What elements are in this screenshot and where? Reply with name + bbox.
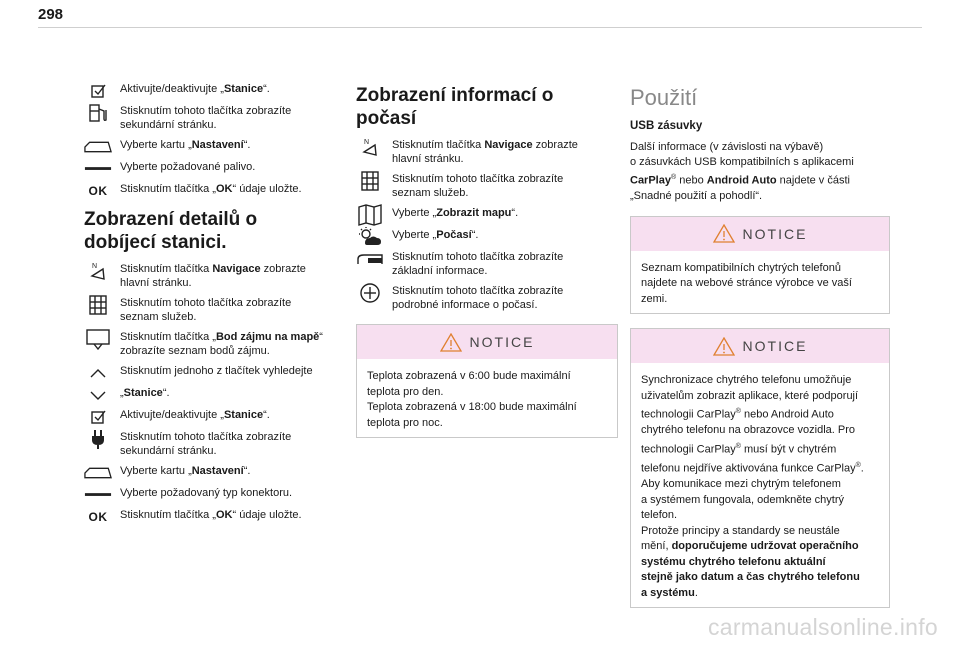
instruction-text: Stisknutím tlačítka „OK“ údaje uložte. <box>120 183 302 195</box>
navigation-arrow-icon <box>356 138 384 156</box>
instruction-text <box>392 138 618 166</box>
instruction-row <box>84 408 324 424</box>
map-icon <box>356 206 384 224</box>
instruction-text: Vyberte požadovaný typ konektoru. <box>120 487 293 499</box>
text-line: Další informace (v závislosti na výbavě) <box>630 141 824 153</box>
instruction-row <box>84 182 324 198</box>
basic-info-icon <box>356 250 384 268</box>
text-line: a systémem fungovala, odemkněte chytrý <box>641 493 844 506</box>
text-line: technologii CarPlay® musí být v chytrém <box>641 442 837 456</box>
left-column <box>84 82 324 530</box>
section-heading-weather: Zobrazení informací o počasí <box>356 85 554 129</box>
menu-grid-icon <box>84 296 112 314</box>
warning-icon <box>713 224 735 243</box>
instruction-row <box>356 228 618 244</box>
instruction-line: Stisknutím tohoto tlačítka zobrazíte <box>120 105 292 117</box>
instruction-row <box>84 138 324 154</box>
bar-icon <box>84 160 112 178</box>
instruction-text <box>392 284 618 312</box>
instruction-text <box>120 430 324 458</box>
ok-icon <box>84 508 112 526</box>
instruction-text: Vyberte kartu „Nastavení“. <box>120 139 251 151</box>
text-line: telefonu nejdříve aktivována funkce CarPlay®. <box>641 461 864 475</box>
instruction-text: Aktivujte/deaktivujte „Stanice“. <box>120 409 270 421</box>
instruction-row <box>84 262 324 290</box>
instruction-line: „Stanice“. <box>120 387 170 399</box>
instruction-line: Stisknutím tlačítka Navigace zobrazte <box>120 263 306 275</box>
watermark: carmanualsonline.info <box>707 614 938 640</box>
instruction-text <box>392 172 618 200</box>
text-line: Synchronizace chytrého telefonu umožňuje <box>641 374 852 387</box>
instruction-text: Stisknutím tlačítka „OK“ údaje uložte. <box>120 509 302 521</box>
instruction-row <box>356 250 618 278</box>
check-square-icon <box>84 82 112 100</box>
notice-body <box>357 359 617 437</box>
text-line: systému chytrého telefonu aktuální <box>641 555 826 568</box>
section-title-usage: Použití <box>630 85 698 110</box>
poi-icon <box>84 330 112 348</box>
notice-body <box>631 363 889 607</box>
instruction-line: Stisknutím tohoto tlačítka zobrazíte <box>392 251 564 263</box>
instruction-row <box>84 104 324 132</box>
fuel-pump-icon <box>84 104 112 122</box>
instruction-text: Vyberte „Zobrazit mapu“. <box>392 207 519 219</box>
weather-steps <box>356 138 618 312</box>
header-rule <box>38 27 922 28</box>
text-line: a systému. <box>641 586 698 599</box>
notice-header <box>631 329 889 363</box>
instruction-line: sekundární stránku. <box>120 119 217 131</box>
instruction-text <box>120 364 324 378</box>
warning-icon <box>713 337 735 356</box>
page-number: 298 <box>38 6 64 23</box>
notice-header <box>631 217 889 251</box>
notice-header <box>357 325 617 359</box>
text-line: CarPlay® nebo Android Auto najdete v části <box>630 174 850 187</box>
instruction-row <box>84 296 324 324</box>
charging-plug-icon <box>84 430 112 448</box>
instruction-text: Aktivujte/deaktivujte „Stanice“. <box>120 83 270 95</box>
instruction-line: sekundární stránku. <box>120 445 217 457</box>
instruction-text <box>120 262 324 290</box>
text-line: teplota pro noc. <box>367 416 443 429</box>
text-line: Teplota zobrazená v 6:00 bude maximální <box>367 370 571 382</box>
text-line: Seznam kompatibilních chytrých telefonů <box>641 261 841 274</box>
instruction-text: Vyberte požadované palivo. <box>120 161 256 173</box>
navigation-arrow-icon <box>84 262 112 280</box>
notice-box-compatible-phones <box>630 216 890 315</box>
instruction-row <box>84 82 324 98</box>
svg-text:N: N <box>92 263 98 270</box>
instruction-line: podrobné informace o počasí. <box>392 299 538 311</box>
text-line: telefon. <box>641 509 678 522</box>
instruction-line: Stisknutím tlačítka Navigace zobrazte <box>392 139 578 151</box>
text-line: stejně jako datum a čas chytrého telefonu <box>641 571 860 584</box>
ok-icon <box>84 182 112 200</box>
bar-icon <box>84 486 112 504</box>
instruction-line: hlavní stránku. <box>392 153 464 165</box>
instruction-text: Vyberte kartu „Nastavení“. <box>120 465 251 477</box>
instruction-row <box>84 330 324 358</box>
tab-icon <box>84 138 112 156</box>
instruction-text <box>120 296 324 324</box>
menu-grid-icon <box>356 172 384 190</box>
instruction-row <box>84 508 324 524</box>
notice-body <box>631 251 889 314</box>
instruction-row <box>356 138 618 166</box>
usb-paragraph <box>630 140 890 204</box>
instruction-text: Vyberte „Počasí“. <box>392 229 479 241</box>
tab-icon <box>84 464 112 482</box>
instruction-line: Stisknutím jednoho z tlačítek vyhledejte <box>120 365 313 377</box>
instruction-row <box>356 172 618 200</box>
instruction-line: seznam služeb. <box>120 311 197 323</box>
instruction-row <box>84 464 324 480</box>
text-line: Aby komunikace mezi chytrým telefonem <box>641 478 841 491</box>
text-line: najdete na webové stránce výrobce ve vaší <box>641 277 852 290</box>
instruction-row <box>84 364 324 380</box>
text-line: Protože principy a standardy se neustále <box>641 524 840 537</box>
plus-circle-icon <box>356 284 384 302</box>
notice-title: NOTICE <box>742 225 808 242</box>
subheading-usb: USB zásuvky <box>630 120 703 132</box>
instruction-text <box>120 386 324 400</box>
chevron-up-icon <box>84 364 112 382</box>
instruction-row <box>356 206 618 222</box>
text-line: uživatelům zobrazit aplikace, které podporují <box>641 389 859 402</box>
section-heading-charging-station: Zobrazení detailů o dobíjecí stanici. <box>84 209 258 253</box>
notice-title: NOTICE <box>469 334 535 350</box>
text-line: chytrého telefonu na obrazovce vozidla. Pro <box>641 424 856 437</box>
instruction-row <box>84 160 324 176</box>
right-column <box>630 84 890 622</box>
instruction-row <box>84 430 324 458</box>
weather-icon <box>356 228 384 246</box>
ok-label: OK <box>88 510 108 524</box>
settings-steps <box>84 82 324 198</box>
instruction-line: hlavní stránku. <box>120 277 192 289</box>
instruction-text <box>120 330 324 358</box>
instruction-line: Stisknutím tohoto tlačítka zobrazíte <box>392 285 564 297</box>
instruction-line: seznam služeb. <box>392 187 469 199</box>
text-line: „Snadné použití a pohodlí“. <box>630 189 763 202</box>
text-line: technologii CarPlay® nebo Android Auto <box>641 408 834 421</box>
instruction-line: zobrazíte seznam bodů zájmu. <box>120 345 270 357</box>
instruction-row <box>356 284 618 312</box>
middle-column <box>356 84 618 452</box>
instruction-line: Stisknutím tohoto tlačítka zobrazíte <box>120 431 292 443</box>
instruction-line: základní informace. <box>392 265 488 277</box>
notice-box-smartphone-sync <box>630 328 890 608</box>
text-line: teplota pro den. <box>367 385 444 398</box>
warning-icon <box>440 333 462 352</box>
instruction-row <box>84 386 324 402</box>
instruction-line: Stisknutím tohoto tlačítka zobrazíte <box>392 173 564 185</box>
notice-title: NOTICE <box>742 338 808 355</box>
text-line: zemi. <box>641 292 668 305</box>
check-square-icon <box>84 408 112 426</box>
instruction-text <box>392 250 618 278</box>
notice-box-weather <box>356 324 618 438</box>
instruction-line: Stisknutím tlačítka „Bod zájmu na mapě“ <box>120 331 323 343</box>
instruction-text <box>120 104 324 132</box>
text-line: mění, doporučujeme udržovat operačního <box>641 540 859 553</box>
charging-station-steps <box>84 262 324 524</box>
text-line: Teplota zobrazená v 18:00 bude maximální <box>367 401 577 413</box>
ok-label: OK <box>88 184 108 198</box>
text-line: o zásuvkách USB kompatibilních s aplikacemi <box>630 156 854 168</box>
instruction-row <box>84 486 324 502</box>
instruction-line: Stisknutím tohoto tlačítka zobrazíte <box>120 297 292 309</box>
svg-text:N: N <box>364 139 370 146</box>
chevron-down-icon <box>84 386 112 404</box>
